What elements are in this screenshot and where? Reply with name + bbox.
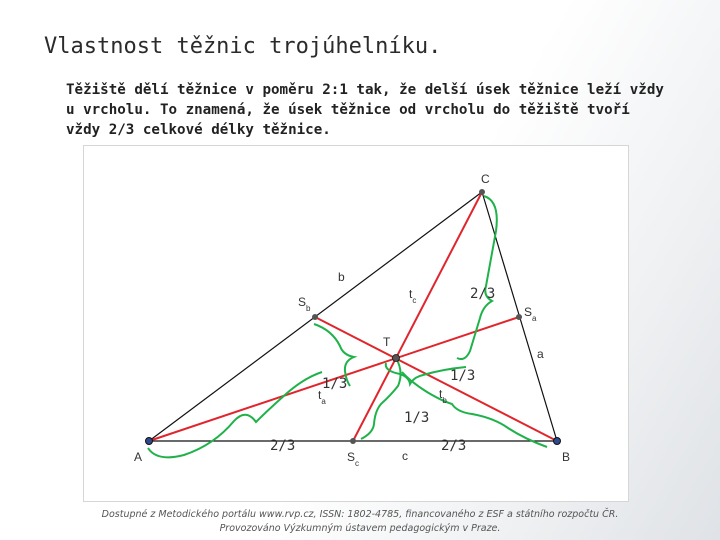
label-sc-main: S [347,450,356,464]
label-sb-sub: b [306,304,311,313]
label-ta-main: t [318,388,322,402]
midpoint-sb-point [312,314,318,320]
label-tc-main: t [409,287,413,301]
ratio-2-3-tc: 2/3 [470,286,496,302]
vertex-c-point [479,189,485,195]
description-text [66,80,666,140]
label-side-a: a [537,347,544,361]
ratio-2-3-ta: 2/3 [270,438,296,454]
ratio-1-3-tb: 1/3 [450,368,476,384]
median-tc [353,192,482,441]
label-sb [298,295,311,313]
label-tb-main: t [439,387,443,401]
caption-line: Dostupné z Metodického portálu www.rvp.cz, ISSN: 1802-4785, financovaného z ESF a státního rozpočtu ČR. [101,509,619,520]
ratio-1-3-ta: 1/3 [322,376,348,392]
source-caption [60,508,660,536]
triangle-diagram [84,146,628,501]
ratio-1-3-tc: 1/3 [404,410,430,426]
vertex-b-point [554,438,561,445]
centroid-t-point [393,355,400,362]
label-sa-main: S [524,305,533,319]
label-tb [439,387,447,405]
vertex-a-point [146,438,153,445]
label-ta-sub: a [321,397,326,406]
brace-2-3-ta [148,372,322,457]
label-tb-sub: b [442,396,447,405]
label-sa [524,305,537,323]
label-b: B [562,450,571,464]
label-sc [347,450,359,468]
brace-1-3-tc [361,358,401,439]
label-sa-sub: a [532,314,537,323]
midpoint-sc-point [350,438,356,444]
label-tc [409,287,416,305]
label-sb-main: S [298,295,307,309]
description-line: Těžiště dělí těžnice v poměru 2:1 tak, že delší úsek těžnice leží vždy [66,82,664,98]
caption-line: Provozováno Výzkumným ústavem pedagogickým v Praze. [219,523,501,534]
median-tb [315,317,557,441]
label-tc-sub: c [412,296,417,305]
label-t: T [383,335,391,349]
label-side-b: b [338,270,345,284]
label-a: A [134,450,143,464]
description-line: vždy 2/3 celkové délky těžnice. [66,122,331,138]
label-c: C [481,172,490,186]
label-side-c: c [402,449,408,463]
triangle-figure [83,145,629,502]
description-line: u vrcholu. To znamená, že úsek těžnice od vrcholu do těžiště tvoří [66,102,630,118]
midpoint-sa-point [516,314,522,320]
label-sc-sub: c [355,459,360,468]
ratio-2-3-tb: 2/3 [441,438,467,454]
slide-title: Vlastnost těžnic trojúhelníku. [44,34,442,59]
